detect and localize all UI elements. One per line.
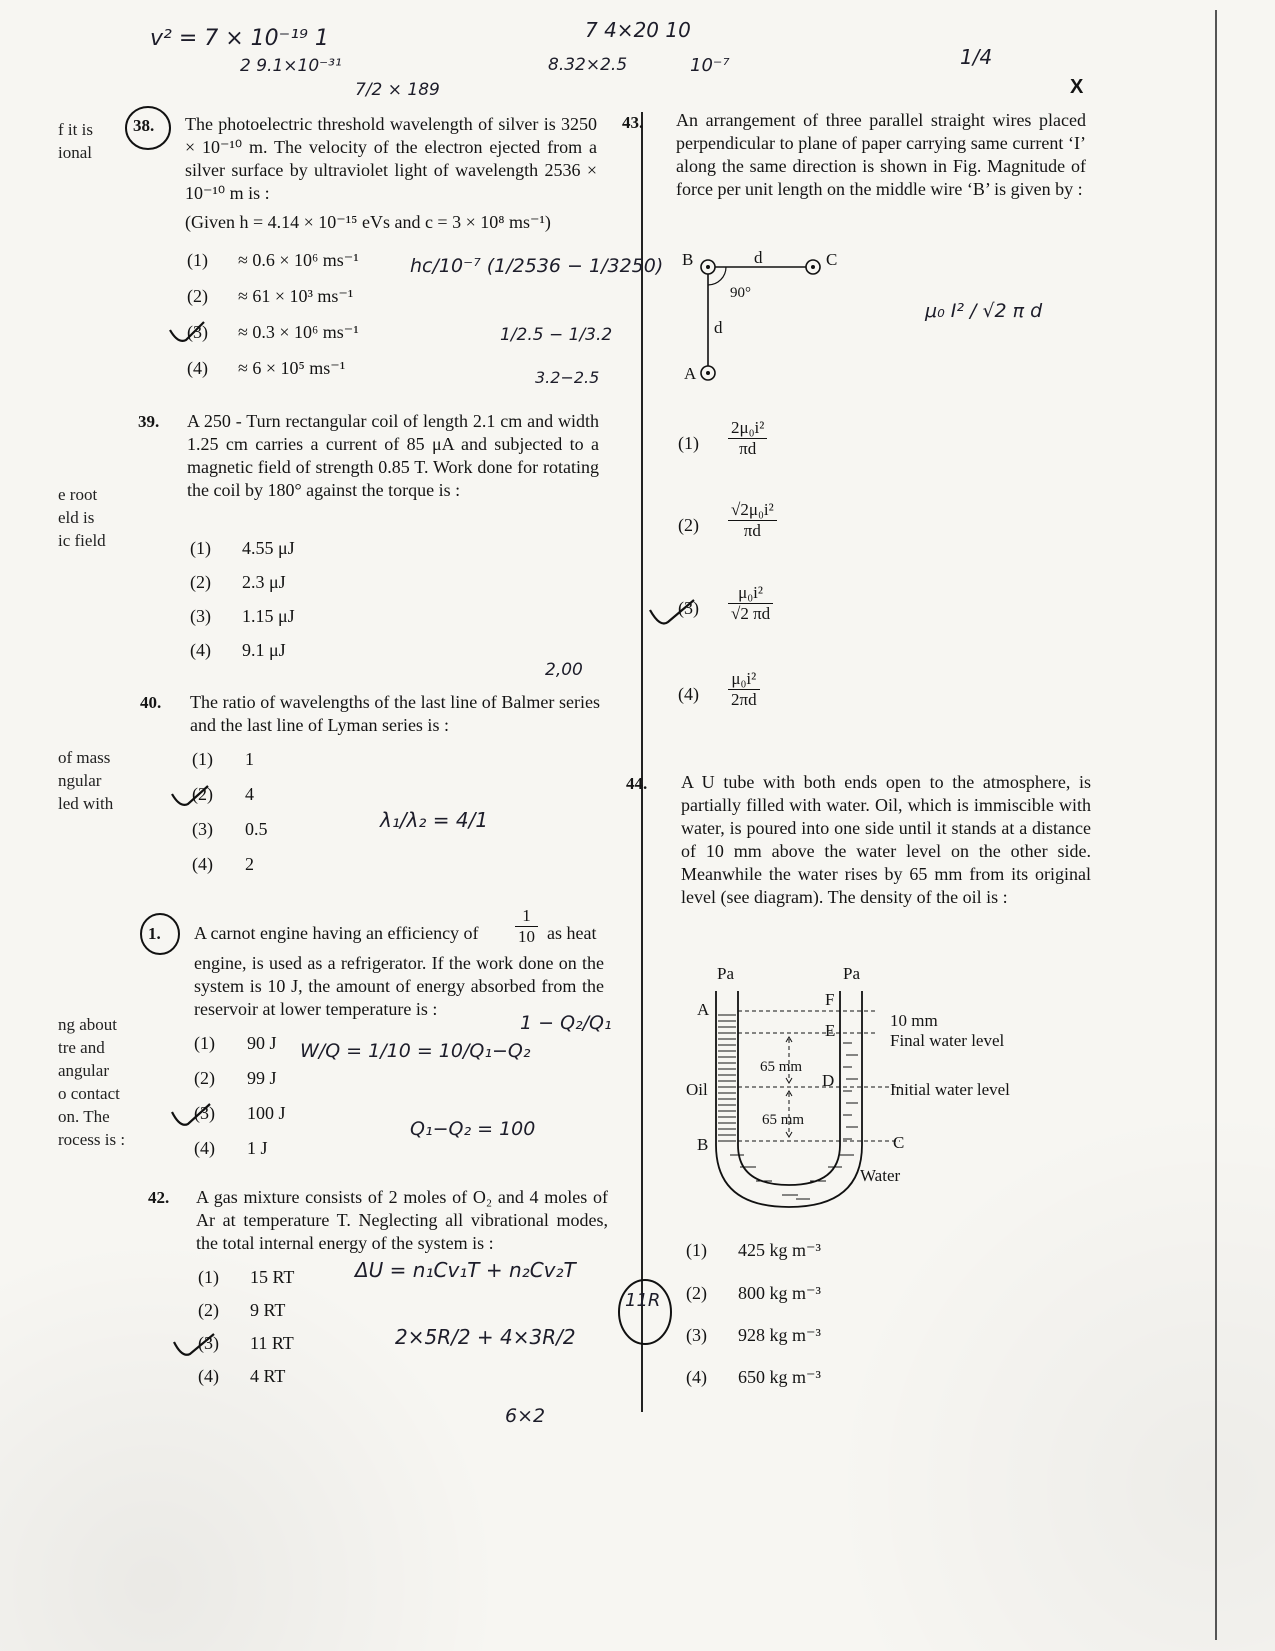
option-number: (1) bbox=[686, 1240, 707, 1260]
height-label: 65 mm bbox=[760, 1059, 803, 1075]
option-value[interactable]: 928 kg m⁻³ bbox=[738, 1325, 821, 1345]
option-value[interactable]: 99 J bbox=[247, 1068, 277, 1088]
tick-mark-icon bbox=[170, 782, 212, 812]
option-number: (1) bbox=[198, 1267, 219, 1287]
option-value[interactable]: 2.3 μJ bbox=[242, 572, 286, 592]
option-number: (1) bbox=[678, 433, 699, 453]
angle-label: 90° bbox=[730, 285, 751, 301]
question-number: 38. bbox=[133, 116, 155, 135]
handwritten-note: W/Q = 1/10 = 10/Q₁−Q₂ bbox=[300, 1040, 531, 1062]
option-value[interactable]: 0.5 bbox=[245, 819, 268, 839]
oil-label: Oil bbox=[686, 1080, 708, 1099]
option-value[interactable]: ≈ 0.6 × 10⁶ ms⁻¹ bbox=[238, 250, 359, 270]
cut-text-line: ngular bbox=[58, 771, 102, 790]
fraction-denominator: √2 πd bbox=[731, 604, 771, 623]
fraction-numerator: 1 bbox=[515, 906, 538, 927]
handwritten-note: 11R bbox=[625, 1290, 661, 1311]
option-value[interactable]: 11 RT bbox=[250, 1333, 294, 1353]
option-number: (3) bbox=[190, 606, 211, 626]
cut-text-line: e root bbox=[58, 485, 98, 504]
wire-label-a: A bbox=[684, 364, 697, 383]
option-value[interactable]: 4.55 μJ bbox=[242, 538, 295, 558]
pressure-label-right: Pa bbox=[843, 964, 860, 983]
handwritten-note: 3.2−2.5 bbox=[535, 368, 600, 387]
question-text: An arrangement of three parallel straight wires placed perpendicular to plane of paper carrying same current ‘I’ along the same direction is shown in Fig. Magnitude of force per unit length on the middle wire ‘B’ is given by : bbox=[676, 110, 1086, 199]
option-fraction[interactable] bbox=[728, 669, 760, 710]
water-label: Water bbox=[860, 1166, 901, 1185]
fraction-denominator: πd bbox=[739, 439, 757, 458]
cut-text-line: f it is bbox=[58, 120, 93, 139]
handwritten-note: 1 − Q₂/Q₁ bbox=[520, 1012, 612, 1034]
option-number: (2) bbox=[194, 1068, 215, 1088]
handwritten-note: 8.32×2.5 bbox=[548, 55, 628, 75]
handwritten-note: ΔU = n₁Cv₁T + n₂Cv₂T bbox=[355, 1258, 576, 1282]
question-text: engine, is used as a refrigerator. If the work done on the system is 10 J, the amount of energy absorbed from the reservoir at lower temperature is : bbox=[194, 953, 604, 1019]
option-number: (1) bbox=[187, 250, 208, 270]
efficiency-fraction bbox=[515, 906, 538, 947]
point-label-a: A bbox=[697, 1000, 710, 1019]
option-value[interactable]: 1.15 μJ bbox=[242, 606, 295, 626]
option-value[interactable]: ≈ 0.3 × 10⁶ ms⁻¹ bbox=[238, 322, 359, 342]
point-label-e: E bbox=[825, 1021, 836, 1040]
option-number: (4) bbox=[194, 1138, 215, 1158]
page-edge-line bbox=[1215, 10, 1217, 1640]
option-number: (3) bbox=[187, 322, 208, 342]
option-number: (3) bbox=[194, 1103, 215, 1123]
fraction-denominator: 10 bbox=[518, 927, 535, 946]
option-number: (2) bbox=[198, 1300, 219, 1320]
handwritten-note: 2×5R/2 + 4×3R/2 bbox=[395, 1325, 576, 1349]
option-fraction[interactable] bbox=[728, 418, 767, 459]
question-text: The photoelectric threshold wavelength of silver is 3250 × 10⁻¹⁰ m. The velocity of the electron ejected from a silver surface by ultraviolet light of wavelength 2536 × 10⁻¹⁰ m is : bbox=[185, 114, 597, 203]
handwritten-note: Q₁−Q₂ = 100 bbox=[410, 1118, 536, 1140]
height-label: 10 mm bbox=[890, 1011, 938, 1030]
option-number: (2) bbox=[686, 1283, 707, 1303]
question-number: 42. bbox=[148, 1188, 170, 1207]
tick-mark-icon bbox=[168, 318, 208, 348]
option-value[interactable]: 425 kg m⁻³ bbox=[738, 1240, 821, 1260]
option-value[interactable]: ≈ 61 × 10³ ms⁻¹ bbox=[238, 286, 354, 306]
option-value[interactable]: 100 J bbox=[247, 1103, 286, 1123]
option-number: (4) bbox=[678, 684, 699, 704]
handwritten-note: 7 4×20 10 bbox=[585, 18, 691, 42]
option-number: (4) bbox=[187, 358, 208, 378]
distance-label: d bbox=[714, 318, 723, 337]
fraction-numerator: √2μ₀i² bbox=[728, 500, 777, 521]
option-number: (3) bbox=[678, 598, 699, 618]
question-number: 39. bbox=[138, 412, 160, 431]
option-number: (4) bbox=[192, 854, 213, 874]
handwritten-note: v² = 7 × 10⁻¹⁹ 1 bbox=[150, 26, 329, 51]
option-value[interactable]: 9.1 μJ bbox=[242, 640, 286, 660]
option-value[interactable]: 1 bbox=[245, 749, 254, 769]
handwritten-circle bbox=[615, 1276, 677, 1348]
option-number: (2) bbox=[678, 515, 699, 535]
point-label-d: D bbox=[822, 1071, 835, 1090]
option-number: (3) bbox=[192, 819, 213, 839]
option-fraction[interactable] bbox=[728, 583, 773, 624]
option-value[interactable]: ≈ 6 × 10⁵ ms⁻¹ bbox=[238, 358, 346, 378]
column-divider bbox=[641, 112, 643, 1412]
cut-text-line: rocess is : bbox=[58, 1130, 126, 1149]
cut-text-line: led with bbox=[58, 794, 114, 813]
cut-text-line: of mass bbox=[58, 748, 111, 767]
option-number: (1) bbox=[194, 1033, 215, 1053]
handwritten-note: hc/10⁻⁷ (1/2536 − 1/3250) bbox=[410, 255, 664, 277]
question-text: The ratio of wavelengths of the last line of Balmer series and the last line of Lyman series is : bbox=[190, 692, 600, 735]
option-value[interactable]: 15 RT bbox=[250, 1267, 295, 1287]
option-value[interactable]: 1 J bbox=[247, 1138, 268, 1158]
question-number: 43. bbox=[622, 113, 644, 132]
fraction-numerator: 2μ₀i² bbox=[728, 418, 767, 439]
option-fraction[interactable] bbox=[728, 500, 777, 541]
tick-mark-icon bbox=[648, 596, 698, 632]
option-number: (2) bbox=[187, 286, 208, 306]
question-number: 40. bbox=[140, 693, 162, 712]
distance-label: d bbox=[754, 248, 763, 267]
cut-text-line: tre and bbox=[58, 1038, 105, 1057]
fraction-denominator: 2πd bbox=[731, 690, 757, 709]
option-value[interactable]: 650 kg m⁻³ bbox=[738, 1367, 821, 1387]
cut-text-line: ng about bbox=[58, 1015, 118, 1034]
cut-text-line: o contact bbox=[58, 1084, 120, 1103]
option-value[interactable]: 4 RT bbox=[250, 1366, 286, 1386]
handwritten-note: λ₁/λ₂ = 4/1 bbox=[380, 808, 489, 832]
option-number: (3) bbox=[198, 1333, 219, 1353]
option-number: (1) bbox=[192, 749, 213, 769]
fraction-denominator: πd bbox=[743, 521, 761, 540]
handwritten-note: 10⁻⁷ bbox=[690, 55, 730, 76]
tick-mark-icon bbox=[172, 1330, 218, 1362]
option-number: (2) bbox=[192, 784, 213, 804]
option-number: (1) bbox=[190, 538, 211, 558]
question-given: (Given h = 4.14 × 10⁻¹⁵ eVs and c = 3 × 10⁸ ms⁻¹) bbox=[185, 212, 551, 232]
option-number: (4) bbox=[190, 640, 211, 660]
option-number: (4) bbox=[198, 1366, 219, 1386]
point-label-c: C bbox=[893, 1133, 905, 1152]
question-text: A gas mixture consists of 2 moles of O₂ and 4 moles of Ar at temperature T. Neglecting all vibrational modes, the total internal energy of the system is : bbox=[196, 1187, 608, 1253]
wire-label-b: B bbox=[682, 250, 694, 269]
question-text: A 250 - Turn rectangular coil of length 2.1 cm and width 1.25 cm carries a current of 85 μA and subjected to a magnetic field of strength 0.85 T. Work done for rotating the coil by 180° against the torque is : bbox=[187, 411, 599, 500]
option-value[interactable]: 4 bbox=[245, 784, 254, 804]
option-value[interactable]: 2 bbox=[245, 854, 254, 874]
initial-level-label: Initial water level bbox=[890, 1080, 1010, 1099]
handwritten-note: 6×2 bbox=[505, 1405, 546, 1427]
option-value[interactable]: 90 J bbox=[247, 1033, 277, 1053]
option-number: (4) bbox=[686, 1367, 707, 1387]
cut-text-line: angular bbox=[58, 1061, 109, 1080]
handwritten-note: μ₀ I² / √2 π d bbox=[925, 300, 1043, 322]
cut-text-line: on. The bbox=[58, 1107, 110, 1126]
question-text: A carnot engine having an efficiency of bbox=[194, 923, 479, 943]
option-value[interactable]: 9 RT bbox=[250, 1300, 286, 1320]
page-mark: X bbox=[1070, 76, 1084, 98]
final-level-label: Final water level bbox=[890, 1031, 1005, 1050]
option-number: (2) bbox=[190, 572, 211, 592]
point-label-b: B bbox=[697, 1135, 709, 1154]
handwritten-note: 7/2 × 189 bbox=[355, 80, 440, 100]
handwritten-note: 1/4 bbox=[960, 45, 993, 69]
tick-mark-icon bbox=[170, 1100, 214, 1132]
question-text: as heat bbox=[547, 923, 597, 943]
option-value[interactable]: 800 kg m⁻³ bbox=[738, 1283, 821, 1303]
fraction-numerator: μ₀i² bbox=[728, 583, 773, 604]
height-label: 65 mm bbox=[762, 1112, 805, 1128]
pressure-label-left: Pa bbox=[717, 964, 734, 983]
question-number: 44. bbox=[626, 774, 648, 793]
fraction-numerator: μ₀i² bbox=[728, 669, 760, 690]
wire-label-c: C bbox=[826, 250, 838, 269]
handwritten-note: 2,00 bbox=[545, 660, 583, 680]
question-text: A U tube with both ends open to the atmosphere, is partially filled with water. Oil, which is immiscible with water, is poured into one side until it stands at a distance of 10 mm above the water level on the other side. Meanwhile the water rises by 65 mm from its original level (see diagram). The density of the oil is : bbox=[681, 772, 1091, 907]
handwritten-note: 2 9.1×10⁻³¹ bbox=[240, 56, 342, 76]
cut-text-line: eld is bbox=[58, 508, 95, 527]
point-label-f: F bbox=[825, 990, 835, 1009]
question-number: 1. bbox=[148, 924, 161, 943]
option-number: (3) bbox=[686, 1325, 707, 1345]
handwritten-note: 1/2.5 − 1/3.2 bbox=[500, 325, 613, 345]
cut-text-line: ional bbox=[58, 143, 92, 162]
cut-text-line: ic field bbox=[58, 531, 106, 550]
